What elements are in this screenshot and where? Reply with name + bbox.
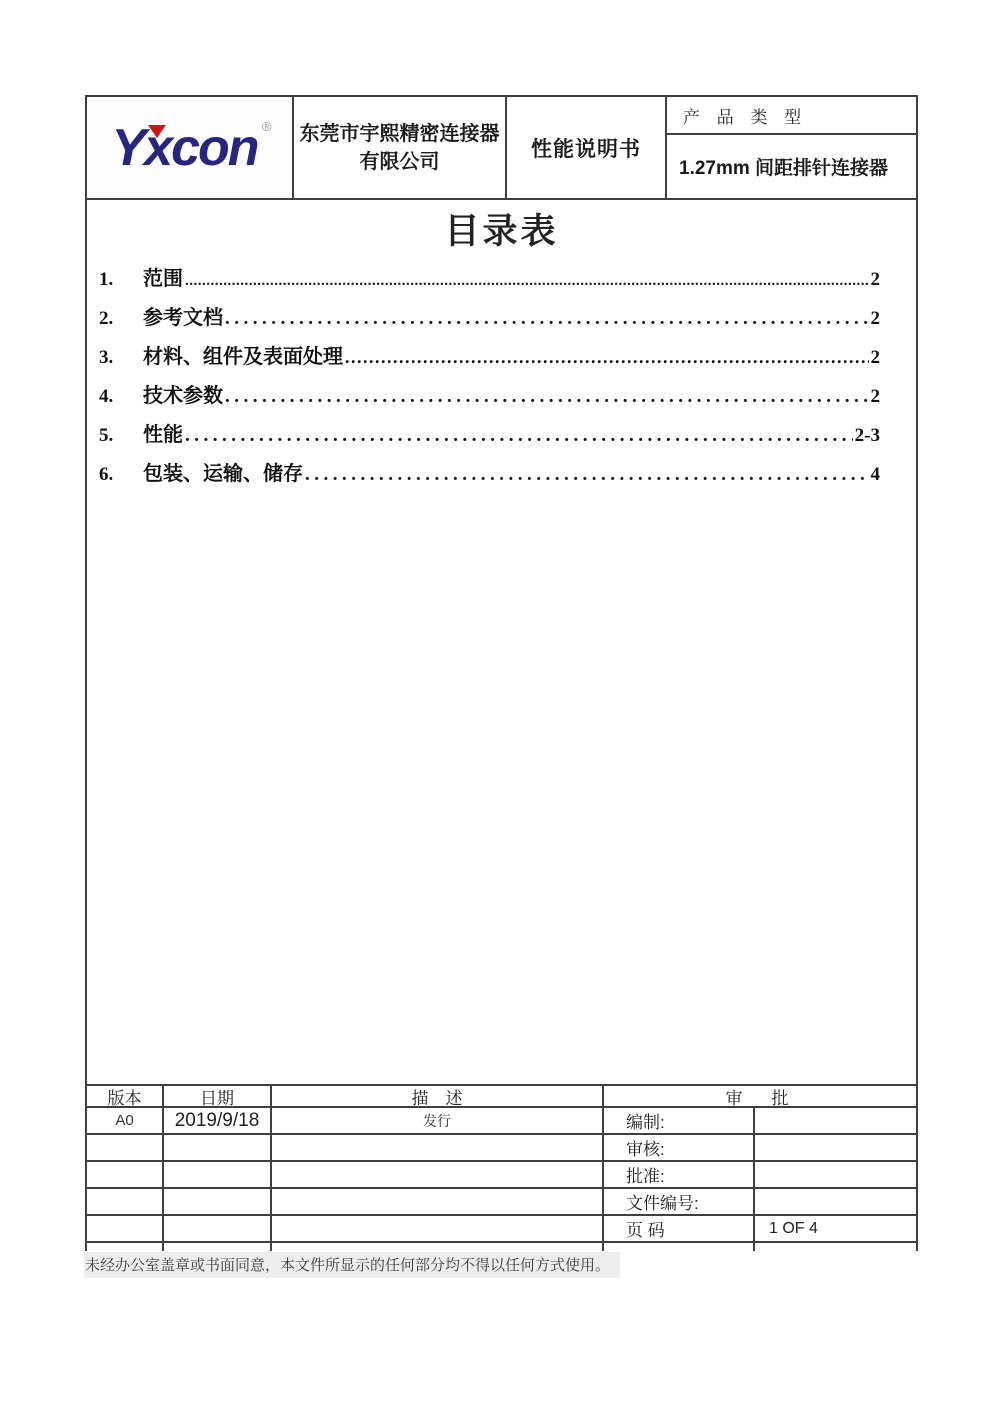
version-cell (87, 1216, 164, 1241)
toc-dot-leader (185, 425, 853, 447)
approval-value-cell (755, 1108, 916, 1133)
approval-column-header: 审 批 (725, 1088, 795, 1106)
toc-item-page: 2-3 (854, 425, 880, 446)
version-cell: A0 (87, 1108, 164, 1133)
yxcon-logo (111, 118, 272, 177)
logo-red-triangle-icon (148, 125, 166, 138)
toc-dot-leader (185, 273, 869, 290)
page-number-label-cell: 页 码 (604, 1216, 755, 1241)
approval-label-cell (604, 1243, 755, 1251)
toc-item-page: 2 (870, 308, 880, 329)
toc-item (99, 418, 880, 457)
toc-item-label: 参考文档 (143, 307, 223, 329)
logo-text-con: con (171, 118, 258, 177)
toc-item-number: 4. (99, 386, 114, 407)
toc-item (99, 301, 880, 340)
approval-label-cell: 审核: (604, 1135, 755, 1160)
toc-item-page: 4 (870, 464, 880, 485)
toc-item-label: 技术参数 (143, 385, 223, 407)
revision-table-header-row (87, 1086, 916, 1108)
approval-label-cell: 编制: (604, 1108, 755, 1133)
date-cell (164, 1135, 272, 1160)
toc-item-page: 2 (870, 269, 880, 290)
description-column-header: 描 述 (272, 1086, 604, 1106)
toc-dot-leader (225, 386, 869, 408)
toc-item-number: 3. (99, 347, 114, 368)
toc-item-number: 2. (99, 308, 114, 329)
approval-label-cell: 文件编号: (604, 1189, 755, 1214)
toc-item-page: 2 (870, 386, 880, 407)
toc-item-number: 1. (99, 269, 114, 290)
footer-disclaimer: 未经办公室盖章或书面同意，本文件所显示的任何部分均不得以任何方式使用。 (84, 1252, 620, 1278)
table-row (87, 1108, 916, 1135)
approval-value-cell (755, 1189, 916, 1214)
toc-item (99, 340, 880, 379)
company-name-line2: 有限公司 (359, 150, 440, 173)
page-number-value-cell: 1 OF 4 (769, 1219, 818, 1237)
date-cell (164, 1162, 272, 1187)
logo-text-x: x (144, 118, 172, 177)
version-cell (87, 1243, 164, 1251)
toc-item-label: 性能 (143, 424, 183, 446)
toc-item (99, 379, 880, 418)
toc-item-number: 5. (99, 425, 114, 446)
date-cell (164, 1189, 272, 1214)
approval-value-cell (755, 1135, 916, 1160)
table-row (87, 1216, 916, 1243)
company-name-cell (294, 97, 507, 198)
toc-dot-leader (345, 347, 869, 368)
toc-dot-leader (225, 308, 869, 330)
toc-item (99, 457, 880, 496)
description-cell (272, 1162, 604, 1187)
approval-value-cell (755, 1162, 916, 1187)
version-cell (87, 1189, 164, 1214)
version-column-header: 版本 (87, 1086, 164, 1106)
toc-list (87, 254, 916, 496)
doc-type-label: 性能说明书 (531, 137, 641, 161)
table-row (87, 1189, 916, 1216)
table-row-partial (87, 1243, 916, 1251)
date-cell: 2019/9/18 (164, 1108, 272, 1133)
toc-item-number: 6. (99, 464, 114, 485)
version-cell (87, 1135, 164, 1160)
table-row (87, 1135, 916, 1162)
toc-item-label: 范围 (143, 268, 183, 290)
date-cell (164, 1216, 272, 1241)
logo-cell (87, 97, 294, 198)
logo-text-y: Y (111, 118, 145, 177)
toc-title: 目录表 (444, 212, 559, 251)
product-type-label: 产 品 类 型 (667, 97, 916, 135)
company-name-line1: 东莞市宇熙精密连接器 (299, 122, 500, 145)
version-cell (87, 1162, 164, 1187)
header-table (85, 95, 918, 200)
description-cell (272, 1135, 604, 1160)
description-cell (272, 1189, 604, 1214)
toc-item-page: 2 (870, 347, 880, 368)
toc-item-label: 材料、组件及表面处理 (143, 346, 343, 368)
revision-table (85, 1084, 918, 1251)
product-type-cell (667, 97, 916, 198)
approval-value-cell (755, 1243, 916, 1251)
date-cell (164, 1243, 272, 1251)
description-cell: 发行 (272, 1108, 604, 1133)
description-cell (272, 1216, 604, 1241)
description-cell (272, 1243, 604, 1251)
registered-trademark-icon: ® (261, 118, 272, 134)
doc-type-cell (507, 97, 667, 198)
toc-item-label: 包装、运输、储存 (143, 463, 303, 485)
approval-label-cell: 批准: (604, 1162, 755, 1187)
date-column-header: 日期 (164, 1086, 272, 1106)
toc-item (99, 262, 880, 301)
content-box (85, 198, 918, 1086)
product-type-value: 1.27mm 间距排针连接器 (679, 158, 889, 179)
toc-dot-leader (305, 464, 869, 486)
table-row (87, 1162, 916, 1189)
